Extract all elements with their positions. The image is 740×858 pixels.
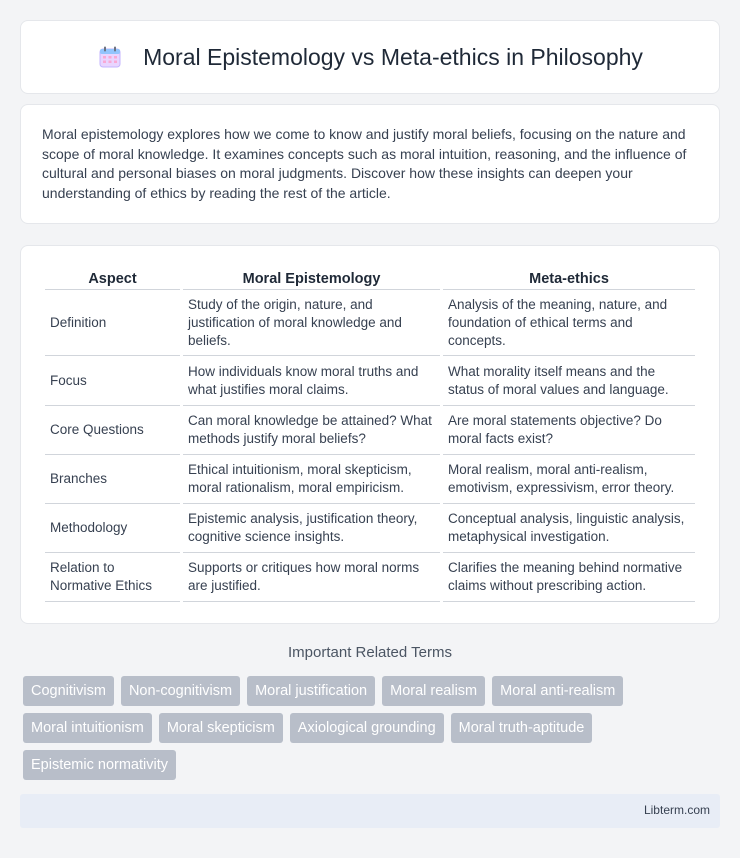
- comparison-table: [42, 266, 698, 602]
- moral-epistemology-cell: Supports or critiques how moral norms are justified.: [183, 553, 440, 602]
- aspect-cell: Core Questions: [45, 406, 180, 455]
- aspect-cell: Relation to Normative Ethics: [45, 553, 180, 602]
- table-row: [45, 504, 695, 553]
- aspect-cell: Focus: [45, 356, 180, 406]
- moral-epistemology-cell: Study of the origin, nature, and justification of moral knowledge and beliefs.: [183, 290, 440, 356]
- footer: [20, 794, 720, 828]
- term-tag[interactable]: Epistemic normativity: [23, 750, 176, 780]
- meta-ethics-cell: Clarifies the meaning behind normative claims without prescribing action.: [443, 553, 695, 602]
- footer-site-link[interactable]: Libterm.com: [643, 803, 710, 817]
- term-tag[interactable]: Cognitivism: [23, 676, 114, 706]
- related-terms-title: Important Related Terms: [288, 644, 452, 661]
- term-tag[interactable]: Axiological grounding: [290, 713, 444, 743]
- term-tag[interactable]: Non-cognitivism: [121, 676, 240, 706]
- comparison-table-card: [20, 245, 720, 624]
- table-row: [45, 356, 695, 406]
- column-header-meta-ethics: Meta-ethics: [443, 266, 695, 290]
- column-header-aspect: Aspect: [45, 266, 180, 290]
- intro-card: [20, 104, 720, 224]
- meta-ethics-cell: Are moral statements objective? Do moral facts exist?: [443, 406, 695, 455]
- meta-ethics-cell: Conceptual analysis, linguistic analysis, metaphysical investigation.: [443, 504, 695, 553]
- aspect-cell: Definition: [45, 290, 180, 356]
- moral-epistemology-cell: Can moral knowledge be attained? What methods justify moral beliefs?: [183, 406, 440, 455]
- page-title: Moral Epistemology vs Meta-ethics in Philosophy: [143, 43, 643, 70]
- related-terms-list: [23, 676, 723, 780]
- title-card: [20, 20, 720, 94]
- term-tag[interactable]: Moral realism: [382, 676, 485, 706]
- term-tag[interactable]: Moral intuitionism: [23, 713, 152, 743]
- intro-paragraph: Moral epistemology explores how we come to know and justify moral beliefs, focusing on the nature and scope of moral knowledge. It examines concepts such as moral intuition, reasoning, and the influence of cultural and personal biases on moral judgments. Discover how these insights can deepen your understanding of ethics by reading the rest of the article.: [42, 126, 687, 201]
- term-tag[interactable]: Moral truth-aptitude: [451, 713, 593, 743]
- term-tag[interactable]: Moral anti-realism: [492, 676, 623, 706]
- term-tag[interactable]: Moral skepticism: [159, 713, 283, 743]
- meta-ethics-cell: Analysis of the meaning, nature, and foundation of ethical terms and concepts.: [443, 290, 695, 356]
- calendar-icon: [97, 44, 123, 70]
- table-row: [45, 553, 695, 602]
- moral-epistemology-cell: Epistemic analysis, justification theory, cognitive science insights.: [183, 504, 440, 553]
- aspect-cell: Branches: [45, 455, 180, 504]
- column-header-moral-epistemology: Moral Epistemology: [183, 266, 440, 290]
- table-header-row: [45, 266, 695, 290]
- table-row: [45, 290, 695, 356]
- table-row: [45, 455, 695, 504]
- aspect-cell: Methodology: [45, 504, 180, 553]
- moral-epistemology-cell: Ethical intuitionism, moral skepticism, moral rationalism, moral empiricism.: [183, 455, 440, 504]
- table-row: [45, 406, 695, 455]
- term-tag[interactable]: Moral justification: [247, 676, 375, 706]
- moral-epistemology-cell: How individuals know moral truths and what justifies moral claims.: [183, 356, 440, 406]
- meta-ethics-cell: What morality itself means and the status of moral values and language.: [443, 356, 695, 406]
- meta-ethics-cell: Moral realism, moral anti-realism, emotivism, expressivism, error theory.: [443, 455, 695, 504]
